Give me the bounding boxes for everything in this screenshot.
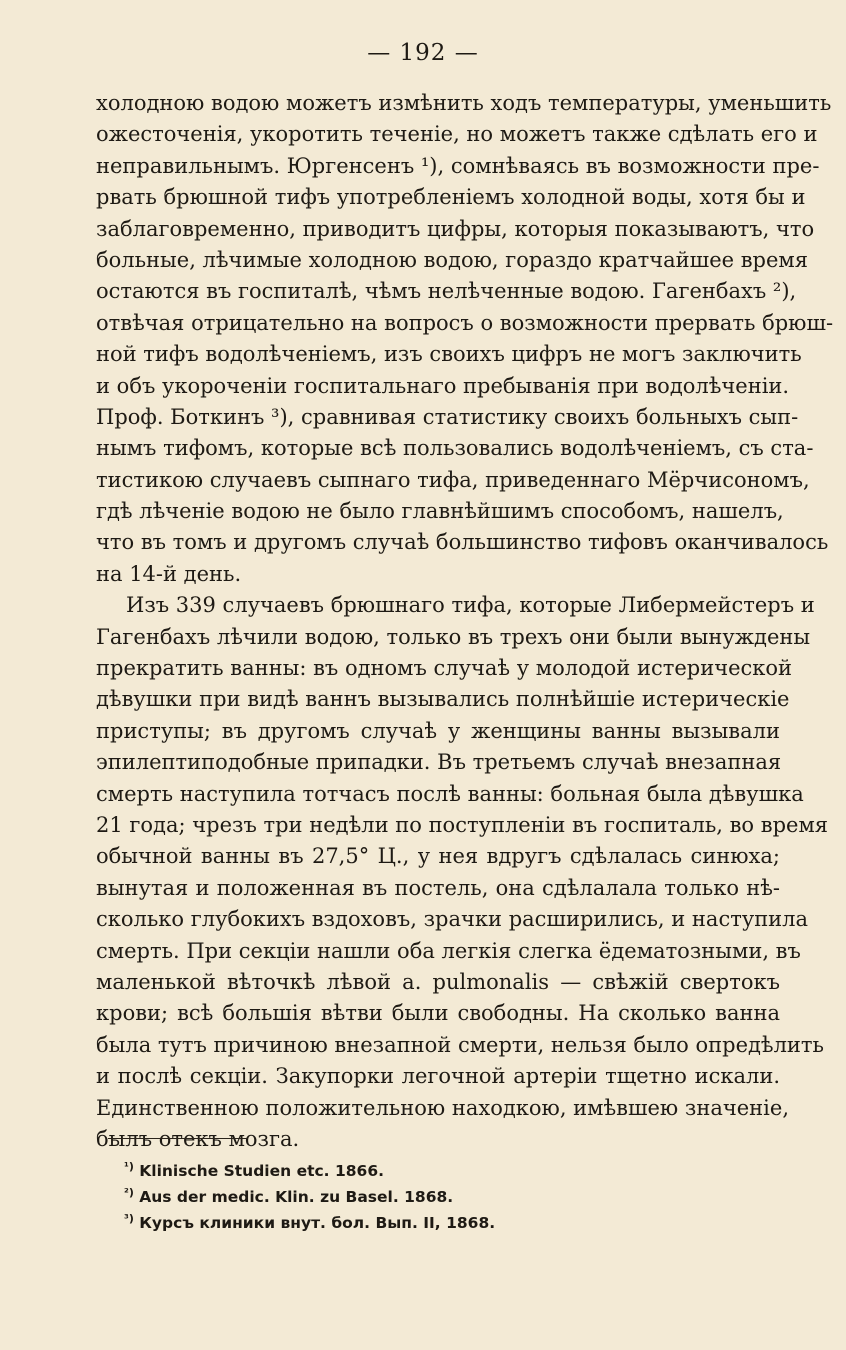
footnote-divider: [108, 1138, 248, 1139]
text-line: заблаговременно, приводитъ цифры, которыя показываютъ, что: [96, 216, 815, 241]
text-line: гдѣ лѣченіе водою не было главнѣйшимъ способомъ, нашелъ,: [96, 499, 784, 524]
text-line: и объ укороченіи госпитальнаго пребыванія при водолѣченіи.: [96, 373, 790, 398]
text-line: и послѣ секціи. Закупорки легочной артеріи тщетно искали.: [96, 1064, 780, 1089]
text-line: Изъ 339 случаевъ брюшнаго тифа, которые Либермейстеръ и: [126, 593, 815, 618]
footnote-text: Klinische Studien etc. 1866.: [139, 1162, 384, 1180]
footnote-mark: ³): [124, 1211, 134, 1225]
text-line: вынутая и положенная въ постель, она сдѣлалала только нѣ-: [96, 875, 780, 900]
text-line: неправильнымъ. Юргенсенъ ¹), сомнѣваясь въ возможности пре-: [96, 153, 820, 178]
text-line: прекратить ванны: въ одномъ случаѣ у молодой истерической: [96, 656, 793, 681]
text-line: обычной ванны въ 27,5° Ц., у нея вдругъ сдѣлалась синюха;: [96, 844, 780, 869]
body-text: [96, 88, 834, 1155]
text-line: нымъ тифомъ, которые всѣ пользовались водолѣченіемъ, съ ста-: [96, 436, 814, 461]
text-line: ной тифъ водолѣченіемъ, изъ своихъ цифръ не могъ заключить: [96, 342, 802, 367]
text-line: сколько глубокихъ вздоховъ, зрачки расширились, и наступила: [96, 907, 809, 932]
text-line: дѣвушки при видѣ ваннъ вызывались полнѣйшіе истерическіе: [96, 687, 790, 712]
page-number: — 192 —: [367, 40, 479, 66]
footnote: [124, 1184, 724, 1210]
text-line: Проф. Боткинъ ³), сравнивая статистику своихъ больныхъ сып-: [96, 404, 799, 429]
footnotes: [124, 1158, 724, 1236]
text-line: остаются въ госпиталѣ, чѣмъ нелѣченные водою. Гагенбахъ ²),: [96, 279, 797, 304]
footnote: [124, 1158, 724, 1184]
footnote: [124, 1210, 724, 1236]
text-line: отвѣчая отрицательно на вопросъ о возможности прервать брюш-: [96, 310, 834, 335]
footnote-mark: ²): [124, 1185, 134, 1199]
text-line: 21 года; чрезъ три недѣли по поступленіи въ госпиталь, во время: [96, 812, 829, 837]
text-line: Гагенбахъ лѣчили водою, только въ трехъ они были вынуждены: [96, 624, 811, 649]
text-line: Единственною положительною находкою, имѣвшею значеніе,: [96, 1095, 789, 1120]
text-line: смерть. При секціи нашли оба легкія слегка ёдематозными, въ: [96, 938, 801, 963]
text-line: смерть наступила тотчасъ послѣ ванны: больная была дѣвушка: [96, 781, 804, 806]
text-line: холодною водою можетъ измѣнить ходъ температуры, уменьшить: [96, 91, 832, 115]
text-line: ожесточенія, укоротить теченіе, но можетъ также сдѣлать его и: [96, 122, 818, 147]
text-line: что въ томъ и другомъ случаѣ большинство тифовъ оканчивалось: [96, 530, 829, 555]
text-line: рвать брюшной тифъ употребленіемъ холодной воды, хотя бы и: [96, 185, 806, 210]
text-line: на 14-й день.: [96, 561, 242, 586]
text-line: была тутъ причиною внезапной смерти, нельзя было опредѣлить: [96, 1032, 824, 1057]
footnote-text: Aus der medic. Klin. zu Basel. 1868.: [139, 1188, 454, 1206]
text-line: приступы; въ другомъ случаѣ у женщины ванны вызывали: [96, 718, 780, 743]
footnote-mark: ¹): [124, 1159, 134, 1173]
text-line: эпилептиподобные припадки. Въ третьемъ случаѣ внезапная: [96, 750, 782, 775]
text-line: былъ отекъ мозга.: [96, 1126, 300, 1151]
text-line: тистикою случаевъ сыпнаго тифа, приведеннаго Мёрчисономъ,: [96, 467, 810, 492]
text-line: маленькой вѣточкѣ лѣвой a. pulmonalis — свѣжій свертокъ: [96, 969, 780, 994]
text-line: крови; всѣ большія вѣтви были свободны. На сколько ванна: [96, 1001, 780, 1026]
text-line: больные, лѣчимые холодною водою, гораздо кратчайшее время: [96, 247, 809, 272]
footnote-text: Курсъ клиники внут. бол. Вып. II, 1868.: [139, 1214, 496, 1232]
